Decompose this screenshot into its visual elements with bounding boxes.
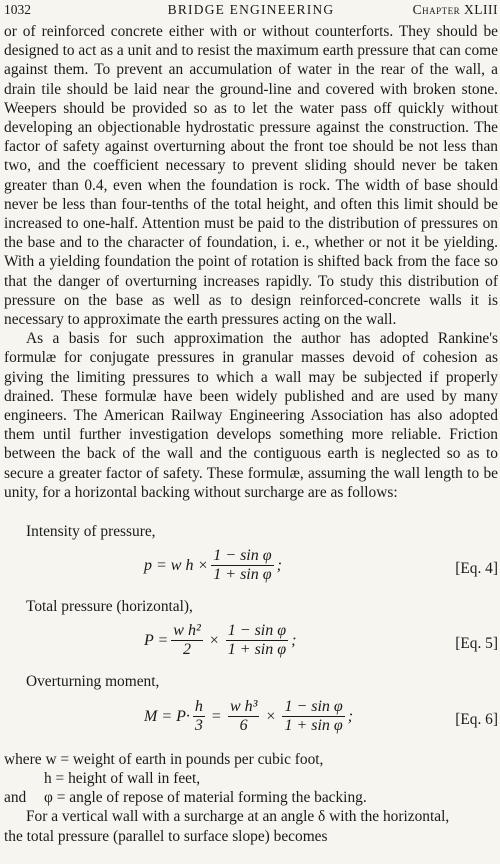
eq6-fraction-1: [193, 698, 205, 735]
eq6-tail: ;: [347, 707, 354, 725]
chapter-label: Chapter XLIII: [412, 2, 498, 17]
eq4-label: Intensity of pressure,: [26, 523, 156, 541]
eq5-lhs: P =: [144, 632, 169, 650]
eq5-tag: [Eq. 5]: [455, 635, 498, 653]
equation-5: [4, 620, 498, 668]
eq4-lhs: p = w h ×: [144, 557, 209, 575]
eq6-tag: [Eq. 6]: [455, 710, 498, 728]
running-header: [4, 2, 498, 20]
equation-4: [4, 545, 498, 593]
eq6-lhs: M = P·: [144, 707, 190, 725]
def-w: where w = weight of earth in pounds per cubic foot,: [4, 750, 324, 768]
body-text: [4, 22, 498, 846]
running-title: BRIDGE ENGINEERING: [167, 2, 335, 17]
eq6-fraction-3: [282, 698, 344, 735]
eq6-f2-numerator: w h³: [229, 697, 258, 715]
eq6-numerator: 1 − sin φ: [284, 697, 343, 715]
eq5-fraction-1: [171, 622, 202, 659]
eq4-tail: ;: [276, 557, 282, 575]
paragraph-total-pressure: the total pressure (parallel to surface slope) becomes: [4, 827, 328, 845]
def-h: h = height of wall in feet,: [44, 769, 201, 787]
paragraph-surcharge: For a vertical wall with a surcharge at an angle δ with the horizontal,: [26, 808, 450, 826]
eq6-f2-denominator: 6: [239, 716, 248, 734]
paragraph-continuation: or of reinforced concrete either with or without counterforts. They should be designed to act as a unit and to resist the maximum earth pressure that can come against them. To prevent an accumulation of water in the rear of the wall, a drain tile should be laid near the ground-line and covered with broken stone. Weepers should be provided so as to let the water pass off quickly without developing an objectionable hydrostatic pressure against the construction. The factor of safety against overturning about the front toe should be not less than two, and the coefficient necessary to prevent sliding should never be taken greater than 0.4, even when the foundation is rock. The width of base should never be less than four-tenths of the total height, and often this limit should be increased to one-half. Attention must be paid to the distribution of pressures on the base and to the character of foundation, i. e., whether or not it be yielding. With a yielding foundation the point of rotation is shifted back from the face so that the danger of overturning increases rapidly. To study this distribution of pressure on the base as well as to design reinforced-concrete walls it is necessary to approximate the earth pressures acting on the wall.: [4, 23, 498, 329]
eq5-numerator: 1 − sin φ: [227, 622, 287, 640]
eq6-equals: =: [211, 707, 221, 725]
eq5-tail: ;: [291, 632, 297, 650]
page: [4, 0, 498, 864]
eq4-numerator: 1 − sin φ: [213, 547, 272, 565]
eq4-fraction: [211, 547, 273, 584]
eq5-label: Total pressure (horizontal),: [26, 598, 193, 616]
eq5-fraction-2: [226, 622, 288, 659]
eq5-f1-denominator: 2: [183, 641, 192, 659]
eq6-f1-numerator: h: [194, 697, 203, 715]
eq6-times: ×: [266, 707, 276, 725]
def-phi: φ = angle of repose of material forming the backing.: [44, 789, 367, 807]
eq6-label: Overturning moment,: [26, 673, 160, 691]
eq4-tag: [Eq. 4]: [455, 560, 498, 578]
eq6-fraction-2: [228, 698, 259, 735]
page-number: 1032: [4, 2, 31, 17]
eq6-f1-denominator: 3: [194, 716, 203, 734]
equation-6: [4, 696, 498, 744]
variable-definitions: [4, 750, 498, 808]
eq6-denominator: 1 + sin φ: [284, 716, 343, 734]
def-and: and: [4, 789, 27, 807]
eq5-f1-numerator: w h²: [173, 622, 201, 640]
eq5-times: ×: [209, 632, 219, 650]
eq5-denominator: 1 + sin φ: [227, 641, 287, 659]
eq4-denominator: 1 + sin φ: [213, 566, 272, 584]
paragraph-rankine: As a basis for such approximation the author has adopted Rankine's formulæ for conjugate pressures in granular masses devoid of cohesion as giving the limiting pressures to which a wall may be subjected if properly drained. These formulæ have been widely published and are used by many engineers. The American Railway Engineering Association has also adopted them until further investigation develops something more reliable. Friction between the back of the wall and the contiguous earth is neglected so as to secure a greater factor of safety. These formulæ, assuming the wall length to be unity, for a horizontal backing without surcharge are as follows:: [4, 330, 498, 501]
